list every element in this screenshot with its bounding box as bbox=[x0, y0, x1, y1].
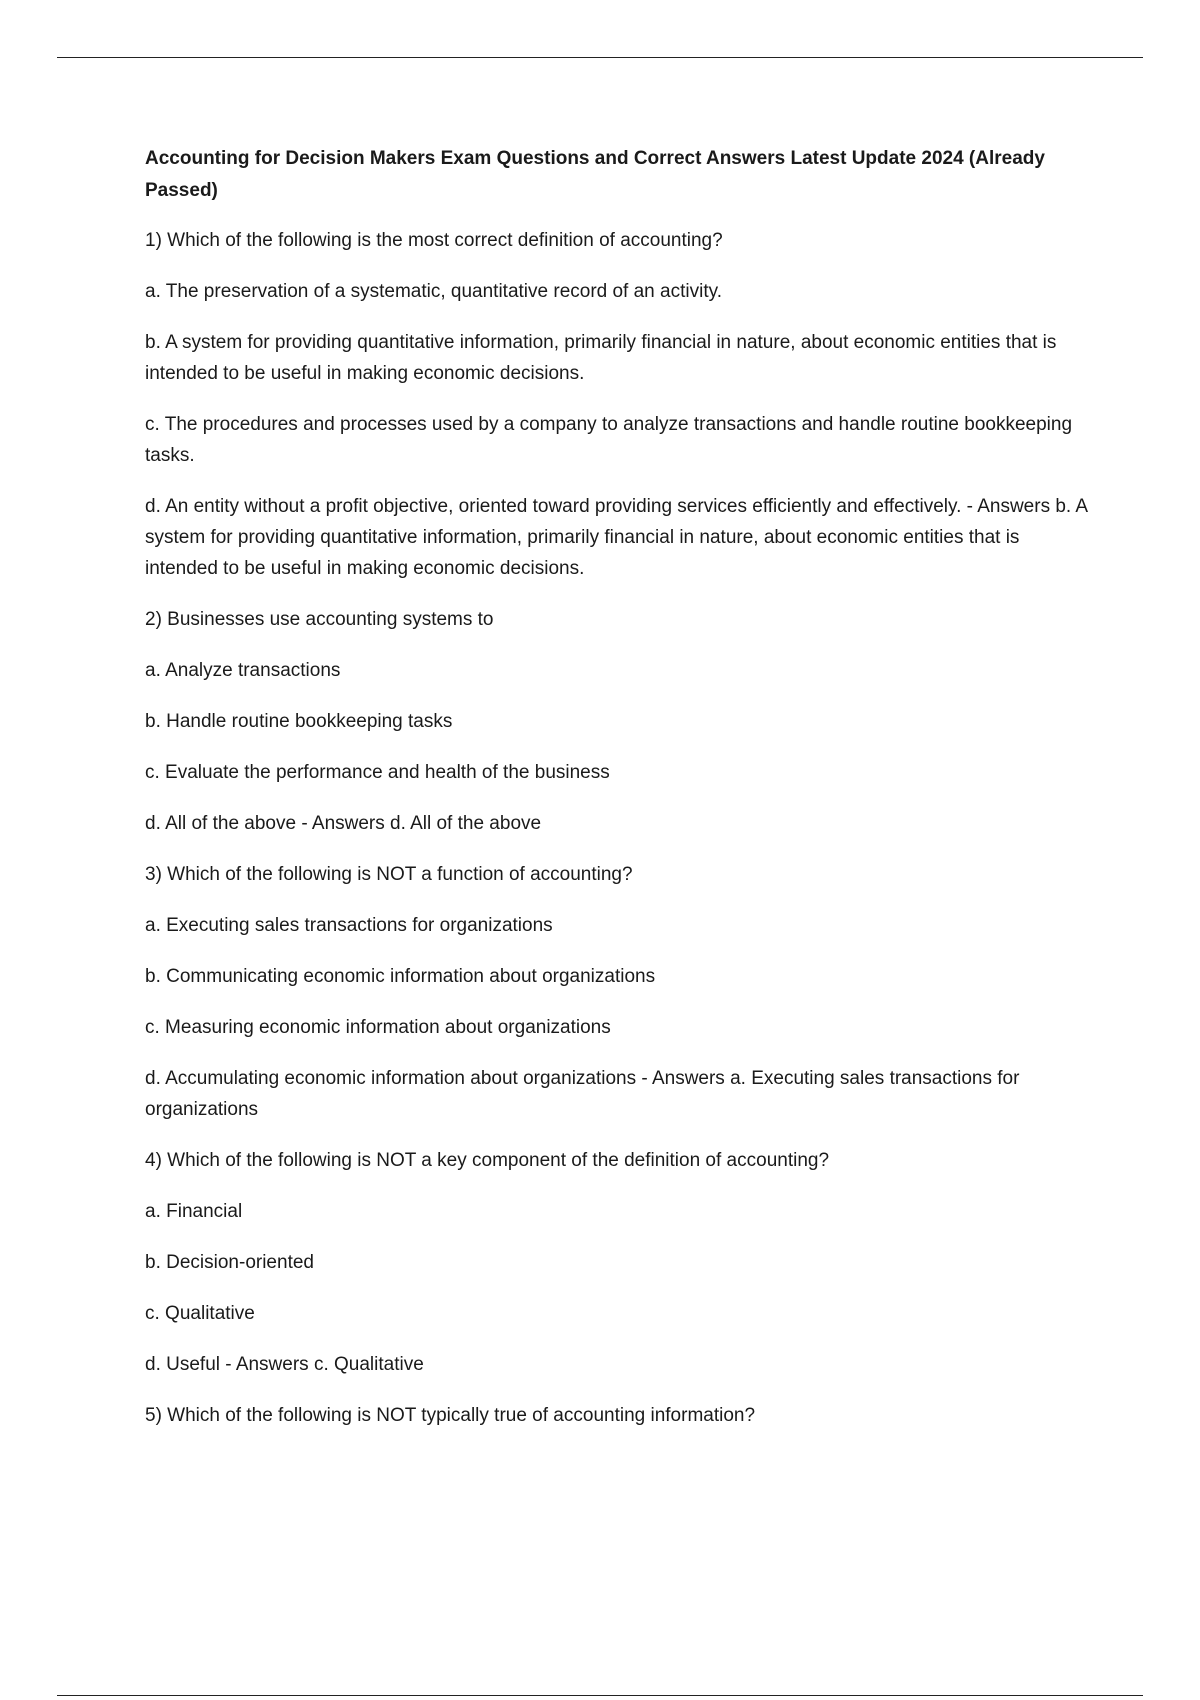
question-5: 5) Which of the following is NOT typically true of accounting information? bbox=[145, 1405, 756, 1426]
q2-option-a: a. Analyze transactions bbox=[145, 660, 341, 681]
q4-option-c: c. Qualitative bbox=[145, 1303, 255, 1324]
q1-option-a: a. The preservation of a systematic, quantitative record of an activity. bbox=[145, 281, 722, 302]
question-4: 4) Which of the following is NOT a key component of the definition of accounting? bbox=[145, 1150, 830, 1171]
question-1: 1) Which of the following is the most correct definition of accounting? bbox=[145, 230, 723, 251]
question-2: 2) Businesses use accounting systems to bbox=[145, 609, 494, 630]
q2-option-c: c. Evaluate the performance and health of the business bbox=[145, 762, 610, 783]
footer-rule bbox=[57, 1695, 1143, 1696]
q3-option-b: b. Communicating economic information about organizations bbox=[145, 966, 656, 987]
header-rule bbox=[57, 57, 1143, 58]
q1-option-c: c. The procedures and processes used by a company to analyze transactions and handle routine bookkeeping tasks. bbox=[145, 414, 1073, 466]
question-3: 3) Which of the following is NOT a function of accounting? bbox=[145, 864, 633, 885]
document-body bbox=[145, 143, 1090, 1451]
q4-option-d-answer: d. Useful - Answers c. Qualitative bbox=[145, 1354, 424, 1375]
document-title: Accounting for Decision Makers Exam Questions and Correct Answers Latest Update 2024 (Already Passed) bbox=[145, 148, 1045, 201]
q1-option-d-answer: d. An entity without a profit objective, oriented toward providing services efficiently and effectively. - Answers b. A system for providing quantitative information, primarily financial in nature, about economic entities that is intended to be useful in making economic decisions. bbox=[145, 496, 1088, 579]
q3-option-d-answer: d. Accumulating economic information about organizations - Answers a. Executing sales transactions for organizations bbox=[145, 1068, 1020, 1120]
q3-option-c: c. Measuring economic information about organizations bbox=[145, 1017, 611, 1038]
q1-option-b: b. A system for providing quantitative information, primarily financial in nature, about economic entities that is intended to be useful in making economic decisions. bbox=[145, 332, 1057, 384]
q2-option-d-answer: d. All of the above - Answers d. All of the above bbox=[145, 813, 542, 834]
q4-option-a: a. Financial bbox=[145, 1201, 243, 1222]
q3-option-a: a. Executing sales transactions for organizations bbox=[145, 915, 553, 936]
q2-option-b: b. Handle routine bookkeeping tasks bbox=[145, 711, 453, 732]
q4-option-b: b. Decision-oriented bbox=[145, 1252, 314, 1273]
